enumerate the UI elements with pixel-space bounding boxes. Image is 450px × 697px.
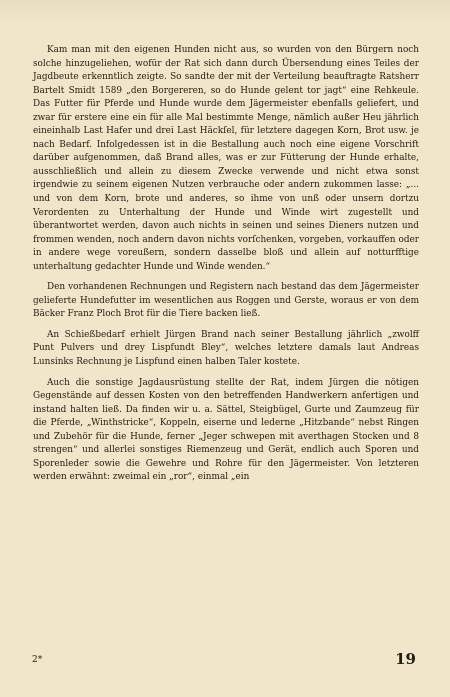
- paragraph-hunde-futter: Kam man mit den eigenen Hunden nicht aus, so wurden von den Bürgern noch solche hinzugeliehen, wofür der Rat sich dann durch Übersendung eines Teiles der Jagdbeute erkenntlich zeigte. So sandte der mit der Verteilung beauftragte Ratsherr Bartelt Smidt 1589 „den Borgereren, so do Hunde gelent tor jagt“ eine Rehkeule. Das Futter für Pferde und Hunde wurde dem Jägermeister ebenfalls geliefert, und zwar für erstere eine ein für alle Mal bestimmte Menge, nämlich außer Heu jährlich eineinhalb Last Hafer und drei Last Häckſel, für letztere dagegen Korn, Brot usw. je nach Bedarf. Infolgedessen ist in die Bestallung auch noch eine eigene Vorschrift darüber aufgenommen, daß Brand alles, was er zur Fütterung der Hunde erhalte, ausschließlich und allein zu diesem Zwecke verwende und nicht etwa sonst irgendwie zu seinem eigenen Nutzen verbrauche oder andern zukommen lasse: „... und von dem Korn, brote und anderes, so ihme von unß oder unsern dortzu Verordenten zu Unterhaltung der Hunde und Winde wirt zugestellt und überantwortet werden, davon auch nichts in seinen und seines Dieners nutzen und frommen wenden, noch andern davon nichts vorſchenken, vorgeben, vorkauffen oder in andere wege voreußern, sondern dasselbe bloß und allein auf notturfftige unterhaltung gedachter Hunde und Winde wenden.“: [33, 45, 419, 272]
- body-text: [33, 44, 419, 492]
- page-number: 19: [395, 650, 416, 668]
- paragraph-schiessbedarf: An Schießbedarf erhielt Jürgen Brand nach seiner Bestallung jährlich „zwolff Punt Pulvers und drey Lispfundt Bley“, welches letztere damals laut Andreas Lunsinks Rechnung je Lispfund einen halben Taler kostete.: [33, 329, 419, 368]
- paragraph-jagdausruestung: Auch die sonstige Jagdausrüstung stellte der Rat, indem Jürgen die nötigen Gegenstände auf dessen Kosten von den betreffenden Handwerkern anfertigen und instand halten ließ. Da finden wir u. a. Sättel, Steigbügel, Gurte und Zaumzeug für die Pferde, „Winthstricke“, Koppeln, eiserne und lederne „Hitzbande“ nebst Ringen und Zubehör für die Hunde, ferner „Jeger schwepen mit averthagen Stocken und 8 strengen“ und allerlei sonstiges Riemenzeug und Gerät, endlich auch Sporen und Sporenleder sowie die Gewehre und Rohre für den Jägermeister. Von letzteren werden erwähnt: zweimal ein „ror“, einmal „ein: [33, 377, 419, 483]
- paragraph-hundefutter-roggen: Den vorhandenen Rechnungen und Registern nach bestand das dem Jägermeister gelieferte Hundefutter im wesentlichen aus Roggen und Gerste, woraus er von dem Bäcker Franz Ploch Brot für die Tiere backen ließ.: [33, 282, 419, 320]
- page-top-edge: [0, 0, 450, 22]
- printer-signature-mark: 2*: [32, 655, 43, 665]
